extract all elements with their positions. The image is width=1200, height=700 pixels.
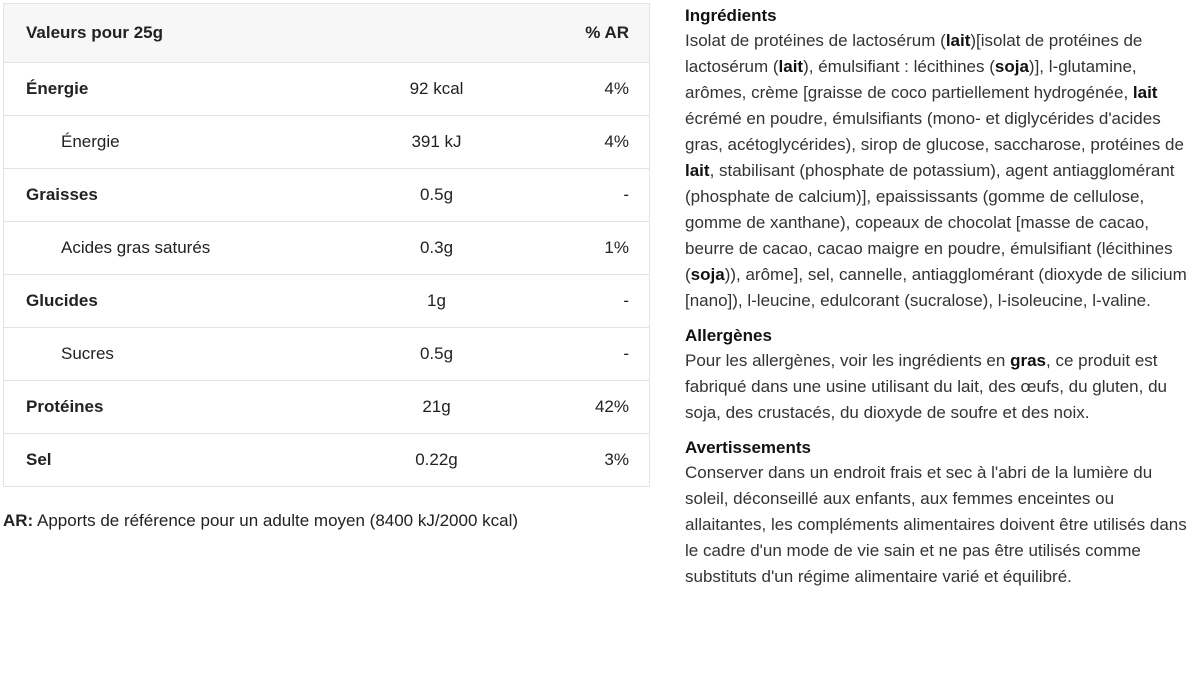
nutrient-value: 0.3g — [419, 238, 454, 257]
allergen-highlight: lait — [778, 57, 804, 76]
header-ar-label: % AR — [585, 23, 629, 42]
warnings-text: Conserver dans un endroit frais et sec à l'abri de la lumière du soleil, déconseillé aux enfants, aux femmes enceintes ou allaitantes, les compléments alimentaires doivent être utilisés dans le cadre d'un mode de vie sain et ne pas être utilisés comme substituts d'un régime alimentaire varié et équilibré. — [685, 463, 1187, 586]
nutrient-ar-percent: 3% — [604, 450, 629, 469]
text-segment: , stabilisant (phosphate de potassium), agent antiagglomérant (phosphate de calcium)], epaississants (gomme de cellulose, gomme de xanthane), copeaux de chocolat [masse de cacao, beurre de cacao, cacao maigre en poudre, émulsifiant (lécithines ( — [685, 161, 1175, 284]
nutrition-row — [4, 62, 649, 115]
allergens-text — [685, 348, 1197, 426]
text-segment: ), émulsifiant : lécithines ( — [803, 57, 995, 76]
allergen-highlight: lait — [685, 161, 710, 180]
allergen-highlight: lait — [1132, 83, 1158, 102]
nutrition-row — [4, 380, 649, 433]
nutrition-table-header — [4, 4, 649, 62]
allergen-highlight: gras — [1010, 351, 1046, 370]
nutrition-row — [4, 274, 649, 327]
nutrient-ar-percent: - — [623, 185, 629, 204]
nutrient-value: 0.5g — [419, 185, 454, 204]
nutrition-row — [4, 115, 649, 168]
nutrition-row — [4, 168, 649, 221]
nutrient-name: Graisses — [26, 185, 98, 204]
nutrient-value: 1g — [427, 291, 446, 310]
nutrition-table — [3, 3, 650, 487]
text-segment: , ce produit est fabriqué dans une usine utilisant du lait, des œufs, du gluten, du soja, des crustacés, du dioxyde de soufre et des noix. — [685, 351, 1167, 422]
text-segment: )[isolat de protéines de lactosérum ( — [685, 31, 1143, 76]
nutrition-row — [4, 221, 649, 274]
text-segment: écrémé en poudre, émulsifiants (mono- et diglycérides d'acides gras, acétoglycérides), sirop de glucose, saccharose, protéines de — [685, 109, 1184, 154]
ingredients-title: Ingrédients — [685, 6, 777, 25]
text-segment: )), arôme], sel, cannelle, antiagglomérant (dioxyde de silicium [nano]), l-leucine, edulcorant (sucralose), l-isoleucine, l-valine. — [685, 265, 1187, 310]
nutrient-name: Énergie — [61, 132, 120, 151]
allergens-title: Allergènes — [685, 326, 772, 345]
product-details — [685, 4, 1197, 600]
reference-intake-footnote — [3, 511, 518, 531]
text-segment: )], l-glutamine, arômes, crème [graisse de coco partiellement hydrogénée, — [685, 57, 1137, 102]
nutrient-ar-percent: 1% — [604, 238, 629, 257]
nutrient-ar-percent: 42% — [594, 397, 629, 416]
nutrient-ar-percent: - — [623, 344, 629, 363]
warnings-title: Avertissements — [685, 438, 811, 457]
nutrient-name: Sel — [26, 450, 52, 469]
text-segment: Pour les allergènes, voir les ingrédients en — [685, 351, 1011, 370]
nutrient-value: 92 kcal — [409, 79, 464, 98]
nutrition-row — [4, 327, 649, 380]
footnote-label: AR: — [3, 511, 34, 530]
nutrient-name: Glucides — [26, 291, 98, 310]
nutrient-ar-percent: 4% — [604, 79, 629, 98]
footnote-text: Apports de référence pour un adulte moyen (8400 kJ/2000 kcal) — [33, 511, 519, 530]
nutrition-row — [4, 433, 649, 486]
text-segment: Isolat de protéines de lactosérum ( — [685, 31, 946, 50]
allergen-highlight: soja — [994, 57, 1029, 76]
nutrient-value: 0.22g — [415, 450, 458, 469]
nutrition-rows — [4, 62, 649, 486]
nutrient-value: 21g — [422, 397, 451, 416]
nutrient-value: 391 kJ — [411, 132, 462, 151]
nutrient-value: 0.5g — [419, 344, 454, 363]
nutrient-name: Protéines — [26, 397, 104, 416]
allergen-highlight: soja — [690, 265, 725, 284]
ingredients-text — [685, 28, 1197, 314]
nutrient-ar-percent: - — [623, 291, 629, 310]
nutrient-name: Sucres — [61, 344, 114, 363]
header-portion-label: Valeurs pour 25g — [26, 23, 163, 42]
nutrient-ar-percent: 4% — [604, 132, 629, 151]
allergen-highlight: lait — [945, 31, 971, 50]
nutrient-name: Acides gras saturés — [61, 238, 211, 257]
nutrient-name: Énergie — [26, 79, 89, 98]
